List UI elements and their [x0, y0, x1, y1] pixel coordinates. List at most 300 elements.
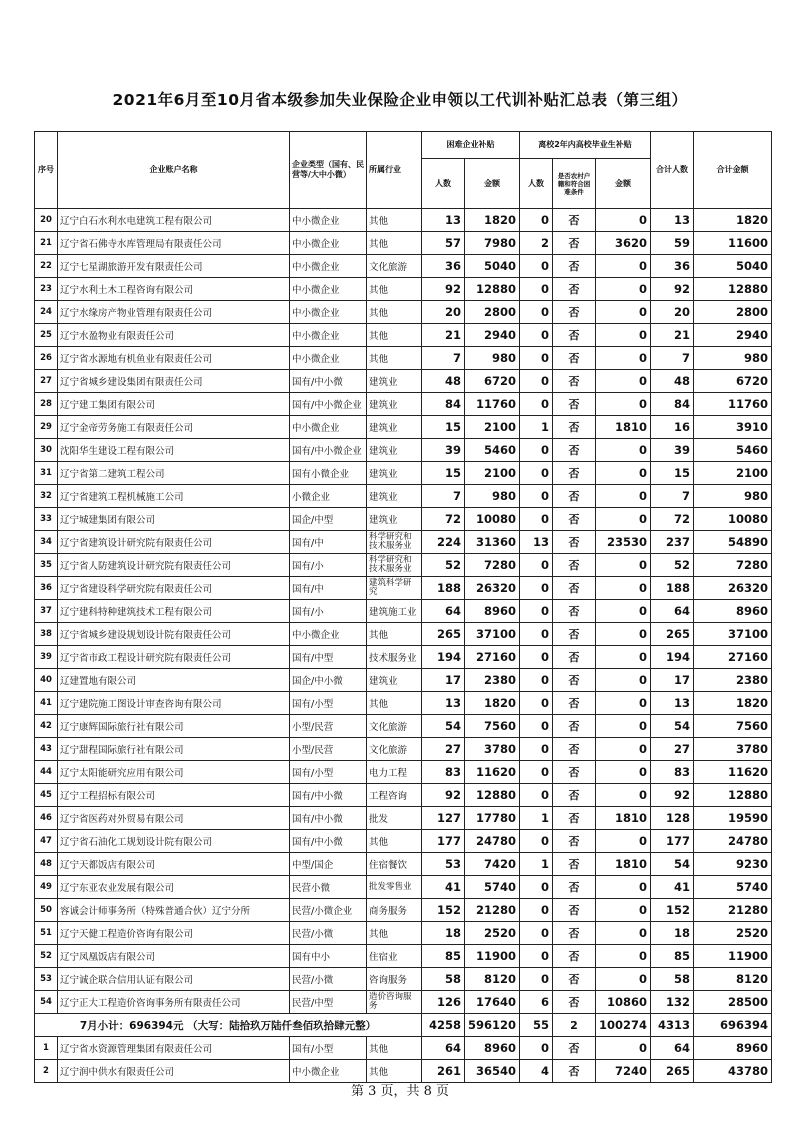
- row-amount: 11760: [465, 393, 520, 416]
- row-company-name: 辽宁正大工程造价咨询事务所有限责任公司: [58, 991, 290, 1014]
- row-rural: 否: [553, 209, 596, 232]
- row-company-type: 民营/中型: [290, 991, 367, 1014]
- row-grad-amount: 0: [596, 370, 651, 393]
- row-company-name: 辽宁东亚农业发展有限公司: [58, 876, 290, 899]
- row-total-people: 59: [651, 232, 694, 255]
- table-row: [35, 278, 772, 301]
- row-people: 152: [422, 899, 465, 922]
- row-grad-people: 0: [520, 738, 553, 761]
- row-seq: 42: [35, 715, 58, 738]
- row-total-amount: 5740: [694, 876, 772, 899]
- table-row: [35, 738, 772, 761]
- row-company-type: 中小微企业: [290, 416, 367, 439]
- table-row: [35, 692, 772, 715]
- row-company-type: 中小微企业: [290, 324, 367, 347]
- row-seq: 32: [35, 485, 58, 508]
- table-row: [35, 439, 772, 462]
- row-grad-amount: 0: [596, 278, 651, 301]
- row-industry: 建筑业: [367, 508, 422, 531]
- row-grad-amount: 7240: [596, 1060, 651, 1083]
- row-company-name: 辽宁城建集团有限公司: [58, 508, 290, 531]
- row-company-name: 辽建置地有限公司: [58, 669, 290, 692]
- table-row: [35, 347, 772, 370]
- row-people: 41: [422, 876, 465, 899]
- row-grad-amount: 1810: [596, 853, 651, 876]
- row-rural: 否: [553, 278, 596, 301]
- row-total-amount: 7560: [694, 715, 772, 738]
- row-grad-amount: 0: [596, 508, 651, 531]
- row-total-amount: 2380: [694, 669, 772, 692]
- row-company-type: 中小微企业: [290, 209, 367, 232]
- table-row: [35, 577, 772, 600]
- row-total-amount: 9230: [694, 853, 772, 876]
- row-rural: 否: [553, 830, 596, 853]
- subtotal-row: [35, 1014, 772, 1037]
- row-grad-amount: 0: [596, 462, 651, 485]
- table-row: [35, 531, 772, 554]
- row-amount: 3780: [465, 738, 520, 761]
- row-grad-amount: 0: [596, 554, 651, 577]
- header-total-people: 合计人数: [651, 132, 694, 209]
- subtotal-grad-people: 55: [520, 1014, 553, 1037]
- row-total-amount: 21280: [694, 899, 772, 922]
- row-amount: 11620: [465, 761, 520, 784]
- row-company-type: 国有/中: [290, 531, 367, 554]
- row-seq: 41: [35, 692, 58, 715]
- row-amount: 980: [465, 347, 520, 370]
- row-total-people: 7: [651, 347, 694, 370]
- row-company-type: 国有小微企业: [290, 462, 367, 485]
- row-total-people: 265: [651, 623, 694, 646]
- table-row: [35, 1037, 772, 1060]
- row-rural: 否: [553, 1037, 596, 1060]
- row-seq: 24: [35, 301, 58, 324]
- subtotal-grad-amount: 100274: [596, 1014, 651, 1037]
- row-industry: 其他: [367, 623, 422, 646]
- row-total-amount: 1820: [694, 209, 772, 232]
- row-company-type: 国有/中小微企业: [290, 439, 367, 462]
- row-grad-people: 0: [520, 278, 553, 301]
- table-row: [35, 968, 772, 991]
- row-grad-amount: 0: [596, 393, 651, 416]
- row-seq: 20: [35, 209, 58, 232]
- row-rural: 否: [553, 784, 596, 807]
- row-rural: 否: [553, 255, 596, 278]
- row-total-people: 83: [651, 761, 694, 784]
- row-total-people: 27: [651, 738, 694, 761]
- table-row: [35, 416, 772, 439]
- row-company-type: 国有/中小微: [290, 370, 367, 393]
- row-grad-people: 2: [520, 232, 553, 255]
- row-total-people: 21: [651, 324, 694, 347]
- row-company-name: 辽宁省石油化工规划设计院有限公司: [58, 830, 290, 853]
- row-total-amount: 37100: [694, 623, 772, 646]
- row-seq: 2: [35, 1060, 58, 1083]
- row-grad-people: 0: [520, 370, 553, 393]
- row-seq: 52: [35, 945, 58, 968]
- row-seq: 31: [35, 462, 58, 485]
- row-grad-amount: 0: [596, 692, 651, 715]
- row-amount: 5740: [465, 876, 520, 899]
- row-industry: 科学研究和技术服务业: [367, 554, 422, 577]
- row-rural: 否: [553, 761, 596, 784]
- row-people: 52: [422, 554, 465, 577]
- row-company-name: 辽宁省水资源管理集团有限责任公司: [58, 1037, 290, 1060]
- header-amount: 金额: [465, 159, 520, 209]
- header-grad-people: 人数: [520, 159, 553, 209]
- row-people: 92: [422, 784, 465, 807]
- row-industry: 其他: [367, 301, 422, 324]
- row-grad-people: 0: [520, 347, 553, 370]
- row-seq: 44: [35, 761, 58, 784]
- row-rural: 否: [553, 669, 596, 692]
- row-people: 7: [422, 485, 465, 508]
- row-rural: 否: [553, 370, 596, 393]
- row-company-type: 小型/民营: [290, 715, 367, 738]
- row-people: 92: [422, 278, 465, 301]
- row-industry: 建筑业: [367, 370, 422, 393]
- row-industry: 住宿业: [367, 945, 422, 968]
- row-grad-people: 0: [520, 600, 553, 623]
- row-total-amount: 2940: [694, 324, 772, 347]
- row-company-type: 国有/中小微: [290, 807, 367, 830]
- row-rural: 否: [553, 1060, 596, 1083]
- header-grad-amount: 金额: [596, 159, 651, 209]
- row-rural: 否: [553, 485, 596, 508]
- row-grad-amount: 0: [596, 738, 651, 761]
- row-total-amount: 8960: [694, 1037, 772, 1060]
- row-company-name: 辽宁诚企联合信用认证有限公司: [58, 968, 290, 991]
- row-rural: 否: [553, 991, 596, 1014]
- row-amount: 2100: [465, 462, 520, 485]
- row-amount: 7560: [465, 715, 520, 738]
- row-industry: 建筑施工业: [367, 600, 422, 623]
- row-grad-amount: 0: [596, 600, 651, 623]
- row-grad-people: 0: [520, 439, 553, 462]
- row-amount: 7280: [465, 554, 520, 577]
- row-total-amount: 3780: [694, 738, 772, 761]
- row-grad-people: 0: [520, 945, 553, 968]
- row-grad-amount: 0: [596, 301, 651, 324]
- subsidy-table: [34, 131, 772, 1083]
- row-grad-amount: 0: [596, 876, 651, 899]
- row-total-amount: 11900: [694, 945, 772, 968]
- row-company-name: 辽宁省建设科学研究院有限责任公司: [58, 577, 290, 600]
- table-row: [35, 485, 772, 508]
- row-amount: 36540: [465, 1060, 520, 1083]
- row-rural: 否: [553, 853, 596, 876]
- subtotal-total-people: 4313: [651, 1014, 694, 1037]
- row-grad-amount: 0: [596, 922, 651, 945]
- row-company-name: 辽宁省建筑设计研究院有限责任公司: [58, 531, 290, 554]
- row-company-name: 辽宁省医药对外贸易有限公司: [58, 807, 290, 830]
- row-company-name: 辽宁建院施工图设计审查咨询有限公司: [58, 692, 290, 715]
- row-company-name: 沈阳华生建设工程有限公司: [58, 439, 290, 462]
- row-people: 21: [422, 324, 465, 347]
- row-industry: 其他: [367, 830, 422, 853]
- header-grad-group: 离校2年内高校毕业生补贴: [520, 132, 651, 159]
- row-grad-amount: 0: [596, 255, 651, 278]
- row-company-type: 国企/中型: [290, 508, 367, 531]
- row-people: 83: [422, 761, 465, 784]
- row-company-name: 辽宁太阳能研究应用有限公司: [58, 761, 290, 784]
- row-grad-people: 0: [520, 899, 553, 922]
- row-total-people: 85: [651, 945, 694, 968]
- row-amount: 5040: [465, 255, 520, 278]
- subtotal-amount: 596120: [465, 1014, 520, 1037]
- row-grad-people: 0: [520, 485, 553, 508]
- row-industry: 建筑业: [367, 416, 422, 439]
- row-industry: 批发零售业: [367, 876, 422, 899]
- row-people: 18: [422, 922, 465, 945]
- row-company-name: 容诚会计师事务所（特殊普通合伙）辽宁分所: [58, 899, 290, 922]
- row-total-amount: 19590: [694, 807, 772, 830]
- row-seq: 25: [35, 324, 58, 347]
- row-seq: 38: [35, 623, 58, 646]
- table-row: [35, 600, 772, 623]
- row-total-people: 58: [651, 968, 694, 991]
- table-row: [35, 669, 772, 692]
- row-total-amount: 6720: [694, 370, 772, 393]
- row-people: 64: [422, 1037, 465, 1060]
- row-people: 20: [422, 301, 465, 324]
- row-rural: 否: [553, 324, 596, 347]
- row-grad-amount: 10860: [596, 991, 651, 1014]
- row-company-type: 国企/中小微: [290, 669, 367, 692]
- row-grad-amount: 0: [596, 715, 651, 738]
- row-people: 85: [422, 945, 465, 968]
- row-amount: 37100: [465, 623, 520, 646]
- row-grad-amount: 0: [596, 761, 651, 784]
- row-industry: 其他: [367, 278, 422, 301]
- row-seq: 39: [35, 646, 58, 669]
- row-rural: 否: [553, 646, 596, 669]
- row-industry: 其他: [367, 692, 422, 715]
- row-seq: 40: [35, 669, 58, 692]
- page-footer: 第 3 页，共 8 页: [350, 1084, 450, 1099]
- row-company-name: 辽宁水利土木工程咨询有限公司: [58, 278, 290, 301]
- table-row: [35, 370, 772, 393]
- row-company-type: 中小微企业: [290, 255, 367, 278]
- row-people: 58: [422, 968, 465, 991]
- row-people: 48: [422, 370, 465, 393]
- row-rural: 否: [553, 301, 596, 324]
- row-people: 64: [422, 600, 465, 623]
- row-amount: 17780: [465, 807, 520, 830]
- row-amount: 2520: [465, 922, 520, 945]
- row-total-amount: 5460: [694, 439, 772, 462]
- row-people: 72: [422, 508, 465, 531]
- row-seq: 30: [35, 439, 58, 462]
- row-grad-people: 1: [520, 853, 553, 876]
- row-total-people: 265: [651, 1060, 694, 1083]
- header-name: 企业账户名称: [58, 132, 290, 209]
- table-row: [35, 324, 772, 347]
- row-total-amount: 3910: [694, 416, 772, 439]
- row-total-people: 72: [651, 508, 694, 531]
- row-industry: 文化旅游: [367, 715, 422, 738]
- row-total-amount: 10080: [694, 508, 772, 531]
- row-total-people: 84: [651, 393, 694, 416]
- row-grad-people: 0: [520, 646, 553, 669]
- row-company-type: 国有/中小微: [290, 830, 367, 853]
- row-grad-people: 0: [520, 554, 553, 577]
- header-difficult-group: 困难企业补贴: [422, 132, 520, 159]
- row-industry: 技术服务业: [367, 646, 422, 669]
- row-grad-amount: 23530: [596, 531, 651, 554]
- row-industry: 住宿餐饮: [367, 853, 422, 876]
- row-rural: 否: [553, 692, 596, 715]
- row-seq: 27: [35, 370, 58, 393]
- row-amount: 7420: [465, 853, 520, 876]
- row-industry: 商务服务: [367, 899, 422, 922]
- row-rural: 否: [553, 232, 596, 255]
- row-company-name: 辽宁金帝劳务施工有限责任公司: [58, 416, 290, 439]
- row-grad-people: 0: [520, 255, 553, 278]
- row-total-amount: 11760: [694, 393, 772, 416]
- row-amount: 980: [465, 485, 520, 508]
- row-company-name: 辽宁七星湖旅游开发有限责任公司: [58, 255, 290, 278]
- row-seq: 33: [35, 508, 58, 531]
- row-seq: 36: [35, 577, 58, 600]
- row-seq: 1: [35, 1037, 58, 1060]
- row-company-type: 中小微企业: [290, 278, 367, 301]
- table-row: [35, 876, 772, 899]
- row-industry: 造价咨询服务: [367, 991, 422, 1014]
- row-grad-people: 1: [520, 807, 553, 830]
- row-industry: 建筑业: [367, 439, 422, 462]
- row-total-amount: 26320: [694, 577, 772, 600]
- row-grad-amount: 0: [596, 945, 651, 968]
- row-amount: 7980: [465, 232, 520, 255]
- row-grad-people: 0: [520, 623, 553, 646]
- row-rural: 否: [553, 738, 596, 761]
- row-company-name: 辽宁凤凰饭店有限公司: [58, 945, 290, 968]
- table-row: [35, 554, 772, 577]
- row-grad-people: 0: [520, 922, 553, 945]
- row-grad-people: 0: [520, 968, 553, 991]
- row-company-name: 辽宁省石佛寺水库管理局有限责任公司: [58, 232, 290, 255]
- row-grad-people: 0: [520, 692, 553, 715]
- row-people: 57: [422, 232, 465, 255]
- row-seq: 21: [35, 232, 58, 255]
- row-company-name: 辽宁天都饭店有限公司: [58, 853, 290, 876]
- row-company-type: 小型/民营: [290, 738, 367, 761]
- table-row: [35, 462, 772, 485]
- row-industry: 建筑科学研究: [367, 577, 422, 600]
- header-total-amount: 合计金额: [694, 132, 772, 209]
- row-company-name: 辽宁康辉国际旅行社有限公司: [58, 715, 290, 738]
- table-row: [35, 393, 772, 416]
- row-people: 36: [422, 255, 465, 278]
- row-grad-people: 0: [520, 784, 553, 807]
- row-rural: 否: [553, 577, 596, 600]
- row-company-type: 国有/中: [290, 577, 367, 600]
- row-amount: 21280: [465, 899, 520, 922]
- row-seq: 53: [35, 968, 58, 991]
- row-total-people: 194: [651, 646, 694, 669]
- row-company-type: 中小微企业: [290, 301, 367, 324]
- table-row: [35, 255, 772, 278]
- row-grad-people: 0: [520, 301, 553, 324]
- row-total-amount: 980: [694, 485, 772, 508]
- row-people: 7: [422, 347, 465, 370]
- row-grad-amount: 1810: [596, 807, 651, 830]
- table-row: [35, 991, 772, 1014]
- row-grad-amount: 0: [596, 830, 651, 853]
- row-grad-people: 0: [520, 715, 553, 738]
- row-rural: 否: [553, 922, 596, 945]
- row-industry: 建筑业: [367, 462, 422, 485]
- row-rural: 否: [553, 439, 596, 462]
- row-grad-amount: 0: [596, 577, 651, 600]
- row-total-people: 92: [651, 784, 694, 807]
- header-industry: 所属行业: [367, 132, 422, 209]
- row-total-amount: 8120: [694, 968, 772, 991]
- row-total-people: 188: [651, 577, 694, 600]
- row-rural: 否: [553, 899, 596, 922]
- row-grad-people: 4: [520, 1060, 553, 1083]
- row-total-amount: 54890: [694, 531, 772, 554]
- row-grad-amount: 0: [596, 899, 651, 922]
- row-company-type: 中小微企业: [290, 232, 367, 255]
- row-amount: 11900: [465, 945, 520, 968]
- row-amount: 10080: [465, 508, 520, 531]
- row-amount: 6720: [465, 370, 520, 393]
- row-company-type: 国有中小: [290, 945, 367, 968]
- table-row: [35, 807, 772, 830]
- row-rural: 否: [553, 416, 596, 439]
- row-amount: 2380: [465, 669, 520, 692]
- row-grad-people: 0: [520, 830, 553, 853]
- row-company-type: 国有/中小微: [290, 784, 367, 807]
- row-company-name: 辽宁省人防建筑设计研究院有限责任公司: [58, 554, 290, 577]
- row-seq: 51: [35, 922, 58, 945]
- row-company-type: 国有/小型: [290, 761, 367, 784]
- row-total-people: 128: [651, 807, 694, 830]
- row-grad-people: 0: [520, 462, 553, 485]
- row-rural: 否: [553, 876, 596, 899]
- table-row: [35, 301, 772, 324]
- row-total-people: 132: [651, 991, 694, 1014]
- row-total-amount: 2520: [694, 922, 772, 945]
- row-people: 27: [422, 738, 465, 761]
- row-rural: 否: [553, 715, 596, 738]
- row-total-amount: 12880: [694, 278, 772, 301]
- row-seq: 35: [35, 554, 58, 577]
- row-company-name: 辽宁省城乡建设集团有限责任公司: [58, 370, 290, 393]
- row-total-people: 92: [651, 278, 694, 301]
- row-people: 84: [422, 393, 465, 416]
- row-company-type: 民营/小微: [290, 968, 367, 991]
- row-people: 261: [422, 1060, 465, 1083]
- row-rural: 否: [553, 623, 596, 646]
- table-row: [35, 232, 772, 255]
- table-row: [35, 899, 772, 922]
- row-amount: 2940: [465, 324, 520, 347]
- row-total-people: 48: [651, 370, 694, 393]
- row-total-amount: 12880: [694, 784, 772, 807]
- row-total-amount: 43780: [694, 1060, 772, 1083]
- row-total-people: 54: [651, 715, 694, 738]
- row-company-type: 民营/小微: [290, 922, 367, 945]
- row-rural: 否: [553, 945, 596, 968]
- row-seq: 37: [35, 600, 58, 623]
- row-seq: 49: [35, 876, 58, 899]
- row-grad-amount: 0: [596, 439, 651, 462]
- row-seq: 28: [35, 393, 58, 416]
- row-total-amount: 28500: [694, 991, 772, 1014]
